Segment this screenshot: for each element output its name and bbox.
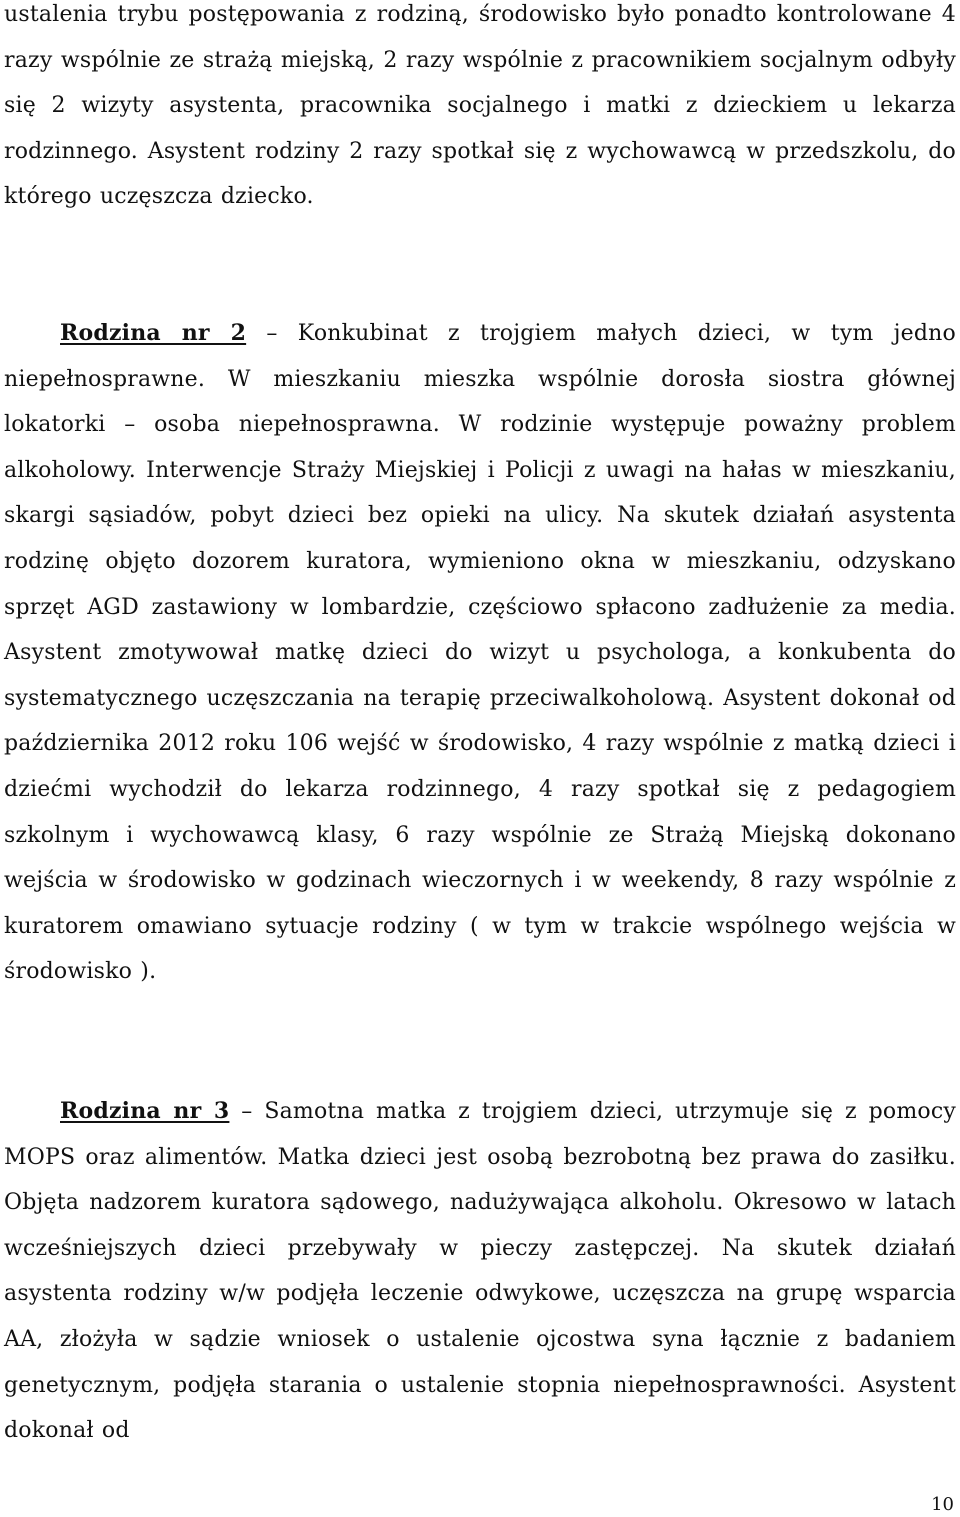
family-2-description: – Konkubinat z trojgiem małych dzieci, w tym jedno niepełnosprawne. W mieszkaniu mieszka wspólnie dorosła siostra głównej lokatorki – osoba niepełnosprawna. W rodzinie występuje poważny problem alkoholowy. Interwencje Straży Miejskiej i Policji z uwagi na hałas w mieszkaniu, skargi sąsiadów, pobyt dzieci bez opieki na ulicy. Na skutek działań asystenta rodzinę objęto dozorem kuratora, wymieniono okna w mieszkaniu, odzyskano sprzęt AGD zastawiony w lombardzie, częściowo spłacono zadłużenie za media. Asystent zmotywował matkę dzieci do wizyt u psychologa, a konkubenta do systematycznego uczęszczania na terapię przeciwalkoholową. Asystent dokonał od października 2012 roku 106 wejść w środowisko, 4 razy wspólnie z matką dzieci i dziećmi wychodził do lekarza rodzinnego, 4 razy spotkał się z pedagogiem szkolnym i wychowawcą klasy, 6 razy wspólnie ze Strażą Miejską dokonano wejścia w środowisko w godzinach wieczornych i w weekendy, 8 razy wspólnie z kuratorem omawiano sytuacje rodziny ( w tym w trakcie wspólnego wejścia w środowisko ). — [4, 321, 956, 985]
family-3-heading: Rodzina nr 3 — [60, 1098, 230, 1124]
paragraph-family-3 — [4, 1089, 956, 1454]
family-3-description: – Samotna matka z trojgiem dzieci, utrzymuje się z pomocy MOPS oraz alimentów. Matka dzieci jest osobą bezrobotną bez prawa do zasiłku. Objęta nadzorem kuratora sądowego, nadużywająca alkoholu. Okresowo w latach wcześniejszych dzieci przebywały w pieczy zastępczej. Na skutek działań asystenta rodziny w/w podjęła leczenie odwykowe, uczęszcza na grupę wsparcia AA, złożyła w sądzie wniosek o ustalenie ojcostwa syna łącznie z badaniem genetycznym, podjęła starania o ustalenie stopnia niepełnosprawności. Asystent dokonał od — [4, 1099, 956, 1444]
paragraph-continued: ustalenia trybu postępowania z rodziną, środowisko było ponadto kontrolowane 4 razy wspólnie ze strażą miejską, 2 razy wspólnie z pracownikiem socjalnym odbyły się 2 wizyty asystenta, pracownika socjalnego i matki z dzieckiem u lekarza rodzinnego. Asystent rodziny 2 razy spotkał się z wychowawcą w przedszkolu, do którego uczęszcza dziecko. — [4, 2, 956, 210]
family-2-heading: Rodzina nr 2 — [60, 320, 247, 346]
page-number: 10 — [931, 1494, 954, 1515]
paragraph-family-2 — [4, 311, 956, 995]
